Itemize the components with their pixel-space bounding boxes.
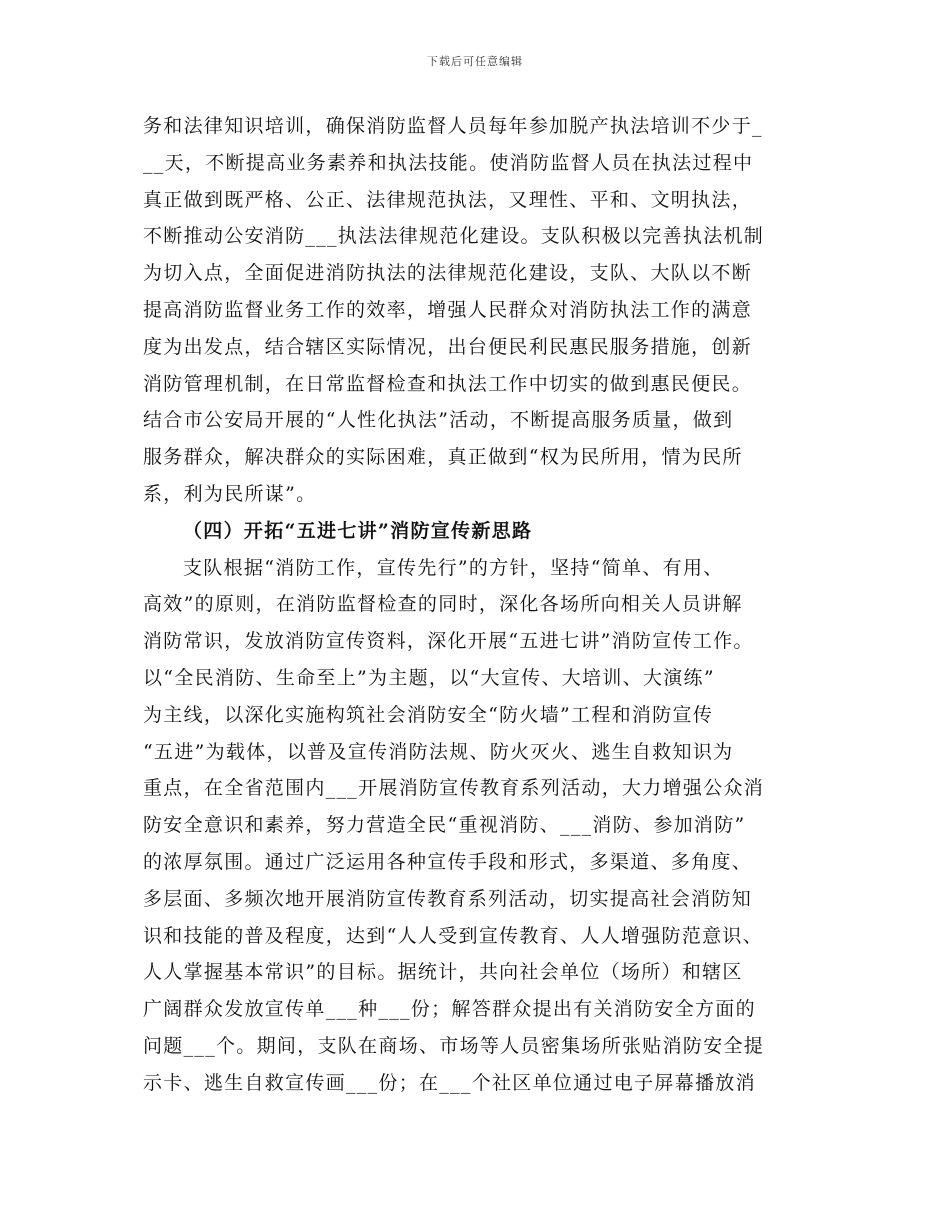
text-line: 服务群众，解决群众的实际困难，真正做到“权为民所用，情为民所 [143,446,743,469]
text-line: 的浓厚氛围。通过广泛运用各种宣传手段和形式，多渠道、多角度、 [143,850,753,873]
text-line: 消防管理机制，在日常监督检查和执法工作中切实的做到惠民便民。 [143,372,753,395]
text-line: 多层面、多频次地开展消防宣传教育系列活动，切实提高社会消防知 [143,887,753,910]
text-line: __天，不断提高业务素养和执法技能。使消防监督人员在执法过程中 [143,151,754,174]
text-line: 结合市公安局开展的“人性化执法”活动，不断提高服务质量，做到 [143,409,734,432]
text-line: 重点，在全省范围内___开展消防宣传教育系列活动，大力增强公众消 [143,777,765,800]
text-line: 为切入点，全面促进消防执法的法律规范化建设，支队、大队以不断 [143,262,753,285]
text-line: 务和法律知识培训，确保消防监督人员每年参加脱产执法培训不少于_ [143,115,763,137]
text-line: 消防常识，发放消防宣传资料，深化开展“五进七讲”消防宣传工作。 [143,630,754,653]
text-line: 识和技能的普及程度，达到“人人受到宣传教育、人人增强防范意识、 [143,924,764,947]
text-line: 防安全意识和素养，努力营造全民“重视消防、___消防、参加消防” [143,814,746,837]
document-body [143,108,815,1102]
text-line: 系，利为民所谋”。 [143,482,317,505]
text-line: 人人掌握基本常识”的目标。据统计，共向社会单位（场所）和辖区 [143,961,743,984]
page-header-note: 下载后可任意编辑 [427,55,523,68]
text-line: 提高消防监督业务工作的效率，增强人民群众对消防执法工作的满意 [143,298,753,321]
text-line: 示卡、逃生自救宣传画___份；在___个社区单位通过电子屏幕播放消 [143,1071,756,1094]
text-line: 广阔群众发放宣传单___种___份；解答群众提出有关消防安全方面的 [143,998,756,1021]
text-line: 真正做到既严格、公正、法律规范执法，又理性、平和、文明执法， [143,188,753,211]
section-heading: （四）开拓“五进七讲”消防宣传新思路 [183,519,533,542]
text-line: “五进”为载体，以普及宣传消防法规、防火灭火、逃生自救知识为 [143,740,734,763]
text-line: 度为出发点，结合辖区实际情况，出台便民利民惠民服务措施，创新 [143,335,753,358]
text-line: 不断推动公安消防___执法法律规范化建设。支队积极以完善执法机制 [143,225,765,248]
text-line: 问题___个。期间，支队在商场、市场等人员密集场所张贴消防安全提 [143,1034,765,1057]
text-line: 以“全民消防、生命至上”为主题，以“大宣传、大培训、大演练” [143,666,715,689]
text-line: 高效”的原则，在消防监督检查的同时，深化各场所向相关人员讲解 [143,593,743,616]
text-line: 支队根据“消防工作，宣传先行”的方针，坚持“简单、有用、 [183,556,724,579]
text-line: 为主线，以深化实施构筑社会消防安全“防火墙”工程和消防宣传 [143,703,714,726]
